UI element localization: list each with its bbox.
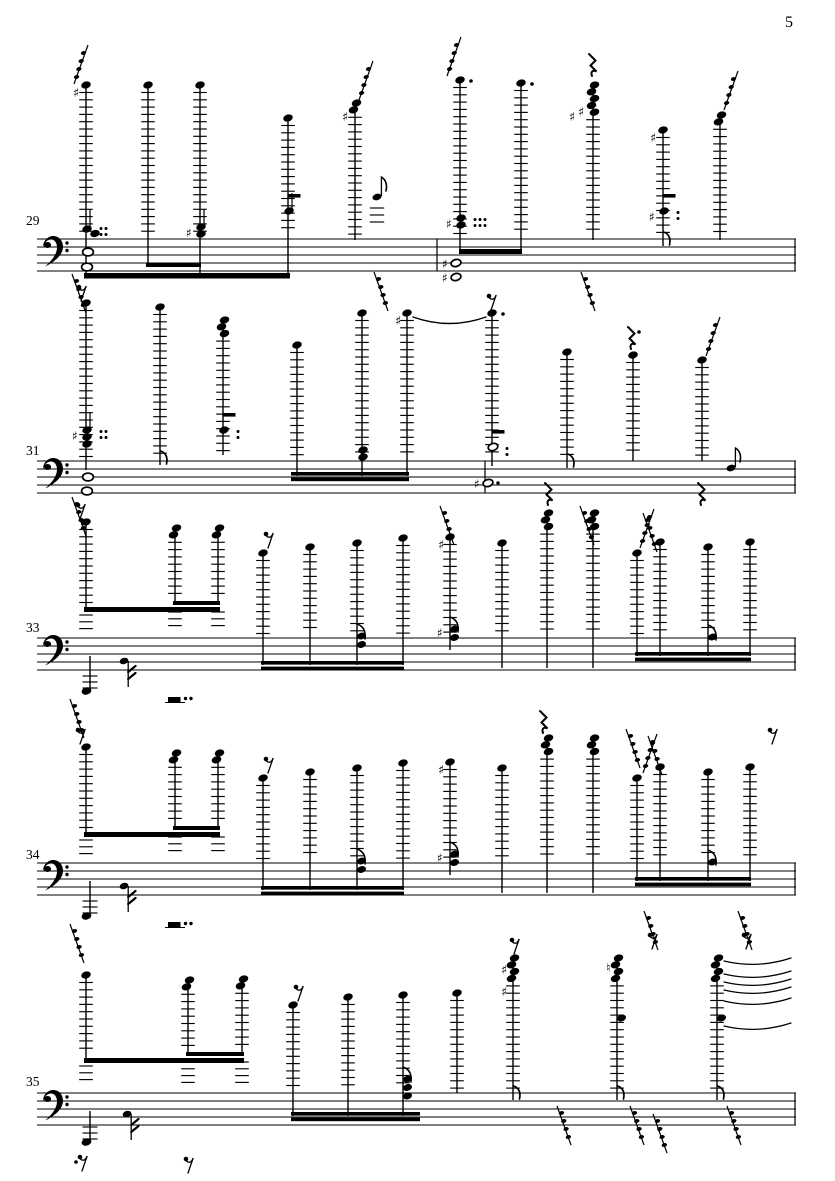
svg-text:♯: ♯ — [446, 217, 452, 231]
system-29 — [37, 37, 796, 313]
svg-text:♯: ♯ — [438, 537, 445, 552]
svg-text:♯: ♯ — [649, 210, 655, 224]
svg-text:♯: ♯ — [442, 271, 448, 285]
svg-text:♯: ♯ — [474, 477, 480, 491]
svg-text:♯: ♯ — [578, 104, 585, 119]
system-31 — [37, 285, 796, 552]
svg-text:♯: ♯ — [569, 109, 576, 124]
measure-number-31: 31 — [26, 443, 40, 458]
page-number: 5 — [785, 14, 793, 31]
system-33 — [37, 503, 796, 775]
measure-number-29: 29 — [26, 213, 40, 228]
system-34 — [37, 711, 796, 963]
system-35 — [37, 933, 796, 1173]
svg-text:♯: ♯ — [72, 429, 78, 443]
svg-text:♮: ♮ — [606, 960, 611, 975]
svg-text:♯: ♯ — [437, 851, 443, 865]
svg-text:♯: ♯ — [650, 130, 657, 145]
measure-number-34: 34 — [26, 847, 40, 862]
svg-text:♯: ♯ — [342, 109, 349, 124]
svg-text:♯: ♯ — [395, 313, 402, 328]
svg-text:♯: ♯ — [438, 762, 445, 777]
svg-text:♯: ♯ — [437, 626, 443, 640]
svg-text:♯: ♯ — [501, 984, 508, 999]
svg-text:♯: ♯ — [186, 226, 192, 240]
measure-number-33: 33 — [26, 620, 40, 635]
svg-text:♯: ♯ — [501, 962, 508, 977]
measure-number-35: 35 — [26, 1074, 40, 1089]
svg-text:♯: ♯ — [73, 85, 80, 100]
svg-text:♯: ♯ — [442, 257, 448, 271]
